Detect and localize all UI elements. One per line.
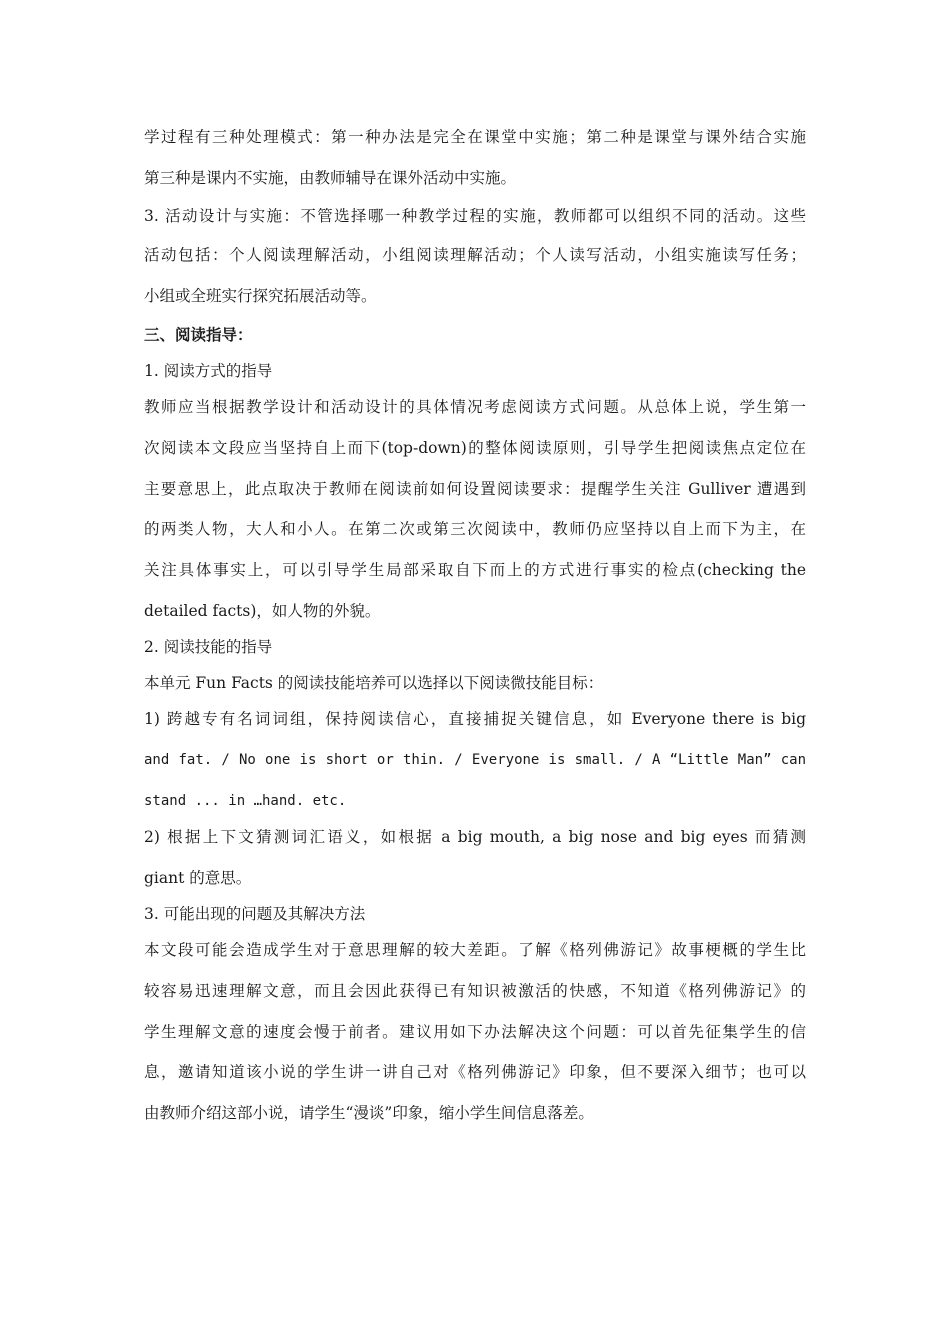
paragraph-line: 次阅读本文段应当坚持自上而下(top-down)的整体阅读原则，引导学生把阅读焦点定位在 xyxy=(144,439,806,457)
subsection-heading: 1. 阅读方式的指导 xyxy=(144,362,273,380)
paragraph-line: 3. 活动设计与实施：不管选择哪一种教学过程的实施，教师都可以组织不同的活动。这些 xyxy=(144,207,806,225)
paragraph-line: 关注具体事实上，可以引导学生局部采取自下而上的方式进行事实的检点(checking the xyxy=(144,561,806,579)
paragraph-line: 教师应当根据教学设计和活动设计的具体情况考虑阅读方式问题。从总体上说，学生第一 xyxy=(144,398,806,416)
paragraph-line: 本文段可能会造成学生对于意思理解的较大差距。了解《格列佛游记》故事梗概的学生比 xyxy=(144,941,806,959)
subsection-heading: 2. 阅读技能的指导 xyxy=(144,638,273,656)
paragraph-line: 学生理解文意的速度会慢于前者。建议用如下办法解决这个问题：可以首先征集学生的信 xyxy=(144,1023,806,1041)
list-item-line: 2) 根据上下文猜测词汇语义，如根据 a big mouth, a big nose and big eyes 而猜测 xyxy=(144,828,806,846)
paragraph-line: 学过程有三种处理模式：第一种办法是完全在课堂中实施；第二种是课堂与课外结合实施 xyxy=(144,128,806,146)
paragraph-line: 由教师介绍这部小说，请学生“漫谈”印象，缩小学生间信息落差。 xyxy=(144,1104,594,1122)
list-item-line: giant 的意思。 xyxy=(144,869,252,887)
paragraph-line: 息，邀请知道该小说的学生讲一讲自己对《格列佛游记》印象，但不要深入细节；也可以 xyxy=(144,1063,806,1081)
paragraph-line: detailed facts)，如人物的外貌。 xyxy=(144,602,381,620)
paragraph-line: 的两类人物，大人和小人。在第二次或第三次阅读中，教师仍应坚持以自上而下为主，在 xyxy=(144,520,806,538)
list-item-line: stand ... in …hand. etc. xyxy=(144,793,347,809)
subsection-heading: 3. 可能出现的问题及其解决方法 xyxy=(144,905,366,923)
paragraph-line: 第三种是课内不实施，由教师辅导在课外活动中实施。 xyxy=(144,169,517,187)
section-heading: 三、阅读指导： xyxy=(144,325,253,344)
paragraph-line: 小组或全班实行探究拓展活动等。 xyxy=(144,287,377,305)
paragraph-line: 较容易迅速理解文意，而且会因此获得已有知识被激活的快感，不知道《格列佛游记》的 xyxy=(144,982,806,1000)
paragraph-line: 活动包括：个人阅读理解活动，小组阅读理解活动；个人读写活动，小组实施读写任务； xyxy=(144,246,806,264)
paragraph-line: 本单元 Fun Facts 的阅读技能培养可以选择以下阅读微技能目标： xyxy=(144,674,604,692)
list-item-line: and fat. / No one is short or thin. / Everyone is small. / A “Little Man” can xyxy=(144,752,806,768)
paragraph-line: 主要意思上，此点取决于教师在阅读前如何设置阅读要求：提醒学生关注 Gulliver 遭遇到 xyxy=(144,480,806,498)
list-item-line: 1) 跨越专有名词词组，保持阅读信心，直接捕捉关键信息，如 Everyone there is big xyxy=(144,710,806,728)
